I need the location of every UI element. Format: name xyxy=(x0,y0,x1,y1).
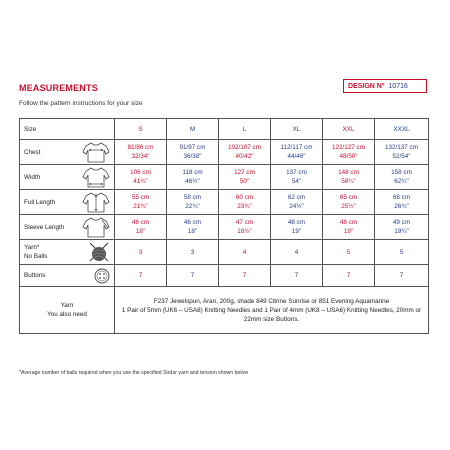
length-cm-m: 58 cm xyxy=(183,194,202,201)
buttons-xxxl: 7 xyxy=(375,265,429,287)
sleeve-cm-s: 46 cm xyxy=(131,219,150,226)
full-length-label: Full Length xyxy=(20,190,115,215)
sweater-width-icon xyxy=(81,166,111,188)
size-l: L xyxy=(219,119,271,140)
chest-cm-xxxl: 132/137 cm xyxy=(385,144,418,151)
buttons-m: 7 xyxy=(167,265,219,287)
width-cm-s: 106 cm xyxy=(130,169,151,176)
notes-row xyxy=(20,287,429,334)
width-in-xxxl: 62¼" xyxy=(394,178,409,185)
yarn-ball-needles-icon xyxy=(87,241,111,263)
button-icon xyxy=(93,267,111,285)
sleeve-in-xxxl: 19¼" xyxy=(394,228,409,235)
sweater-length-icon xyxy=(81,191,111,213)
length-in-l: 23¾" xyxy=(237,203,252,210)
measurements-table xyxy=(19,118,429,334)
length-cm-s: 55 cm xyxy=(131,194,150,201)
size-xxl: XXL xyxy=(323,119,375,140)
full-length-row xyxy=(20,190,429,215)
chest-in-xxxl: 52/54" xyxy=(392,153,411,160)
chest-in-l: 40/42" xyxy=(235,153,254,160)
chest-cm-s: 81/86 cm xyxy=(127,144,154,151)
length-cm-xxl: 65 cm xyxy=(339,194,358,201)
length-in-m: 22¾" xyxy=(185,203,200,210)
width-cm-l: 127 cm xyxy=(234,169,255,176)
chest-cm-xl: 112/117 cm xyxy=(280,144,313,151)
width-in-s: 41¾" xyxy=(133,178,148,185)
width-cm-xxl: 148 cm xyxy=(338,169,359,176)
chest-in-m: 36/38" xyxy=(183,153,202,160)
notes-body xyxy=(115,287,429,334)
width-cm-xxxl: 158 cm xyxy=(391,169,412,176)
width-in-m: 46½" xyxy=(185,178,200,185)
notes-label xyxy=(20,287,115,334)
chest-in-xxl: 48/50" xyxy=(339,153,358,160)
sleeve-cm-xxxl: 49 cm xyxy=(392,219,411,226)
size-m: M xyxy=(167,119,219,140)
subtitle: Follow the pattern instructions for your size xyxy=(19,100,143,107)
size-label: Size xyxy=(20,119,115,140)
sweater-chest-icon xyxy=(81,141,111,163)
sleeve-cm-xxl: 48 cm xyxy=(339,219,358,226)
design-number: 10716 xyxy=(388,82,408,90)
footnote: *Average number of balls required when you use the specified Sirdar yarn and tension shown below xyxy=(19,370,249,376)
chest-in-s: 32/34" xyxy=(131,153,150,160)
width-cm-m: 118 cm xyxy=(182,169,203,176)
length-in-xl: 24½" xyxy=(289,203,304,210)
yarn-balls-row xyxy=(20,240,429,265)
balls-xl: 4 xyxy=(271,240,323,265)
sleeve-cm-m: 46 cm xyxy=(183,219,202,226)
chest-label: Chest xyxy=(20,140,115,165)
length-in-xxxl: 26¾" xyxy=(394,203,409,210)
width-label: Width xyxy=(20,165,115,190)
width-in-xl: 54" xyxy=(291,178,302,185)
sleeve-cm-xl: 48 cm xyxy=(287,219,306,226)
yarn-description: F237 Jewelspun, Aran, 200g, shade 849 Citrine Sunrise or 851 Evening Aquamarine xyxy=(153,297,390,305)
length-cm-l: 60 cm xyxy=(235,194,254,201)
buttons-xxl: 7 xyxy=(323,265,375,287)
length-in-s: 21¾" xyxy=(133,203,148,210)
size-s: S xyxy=(115,119,167,140)
design-number-box xyxy=(343,79,427,93)
page-title: MEASUREMENTS xyxy=(19,83,98,93)
also-need-label: You also need xyxy=(47,311,87,318)
yarn-balls-label: Yarn* No Balls xyxy=(20,240,115,265)
width-row xyxy=(20,165,429,190)
chest-row xyxy=(20,140,429,165)
sleeve-in-s: 18" xyxy=(135,228,146,235)
balls-m: 3 xyxy=(167,240,219,265)
sleeve-length-label: Sleeve Length xyxy=(20,215,115,240)
balls-xxxl: 5 xyxy=(375,240,429,265)
size-xl: XL xyxy=(271,119,323,140)
balls-l: 4 xyxy=(219,240,271,265)
size-header-row xyxy=(20,119,429,140)
chest-cm-l: 102/107 cm xyxy=(228,144,261,151)
buttons-xl: 7 xyxy=(271,265,323,287)
sleeve-in-l: 18½" xyxy=(237,228,252,235)
yarn-label: Yarn xyxy=(60,302,74,309)
needles-description: 1 Pair of 5mm (UK6 – USA8) Knitting Needles and 1 Pair of 4mm (UK8 – USA6) Knitting Needles, 20mm or 22mm size Buttons. xyxy=(121,306,422,323)
length-cm-xxxl: 68 cm xyxy=(392,194,411,201)
sleeve-in-xxl: 19" xyxy=(343,228,354,235)
buttons-l: 7 xyxy=(219,265,271,287)
length-in-xxl: 25½" xyxy=(341,203,356,210)
buttons-label: Buttons xyxy=(20,265,115,287)
design-label: DESIGN Nº xyxy=(348,82,385,90)
sleeve-in-xl: 19" xyxy=(291,228,302,235)
sleeve-cm-l: 47 cm xyxy=(235,219,254,226)
chest-cm-xxl: 122/127 cm xyxy=(332,144,365,151)
balls-s: 3 xyxy=(115,240,167,265)
chest-cm-m: 91/97 cm xyxy=(179,144,206,151)
sweater-sleeve-icon xyxy=(81,216,111,238)
buttons-s: 7 xyxy=(115,265,167,287)
length-cm-xl: 62 cm xyxy=(287,194,306,201)
width-cm-xl: 137 cm xyxy=(286,169,307,176)
sleeve-length-row xyxy=(20,215,429,240)
chest-in-xl: 44/46" xyxy=(287,153,306,160)
size-xxxl: XXXL xyxy=(375,119,429,140)
buttons-row xyxy=(20,265,429,287)
balls-xxl: 5 xyxy=(323,240,375,265)
width-in-xxl: 58¼" xyxy=(341,178,356,185)
width-in-l: 50" xyxy=(239,178,250,185)
sleeve-in-m: 18" xyxy=(187,228,198,235)
